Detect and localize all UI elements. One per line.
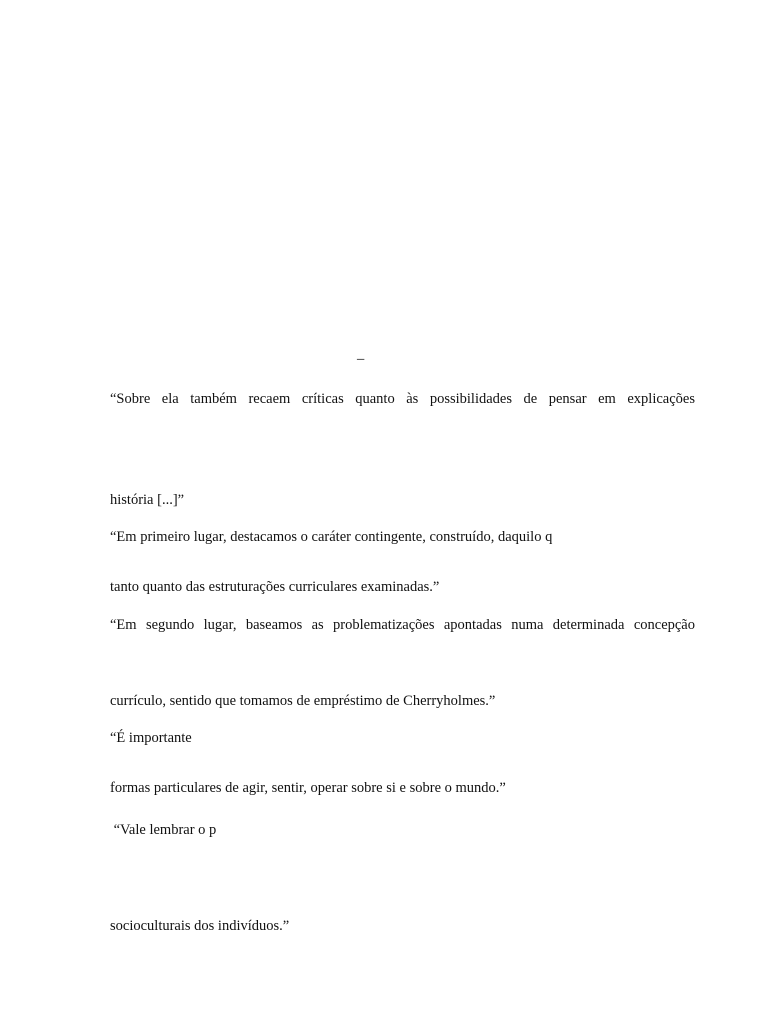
text-line-1: “Sobre ela também recaem críticas quanto às possibilidades de pensar em explicações [110, 391, 695, 407]
text-line-8: formas particulares de agir, sentir, operar sobre si e sobre o mundo.” [110, 780, 506, 796]
text-line-10: socioculturais dos indivíduos.” [110, 918, 290, 934]
dash-mark: – [357, 351, 365, 367]
text-line-9: “Vale lembrar o p [110, 822, 217, 838]
text-line-6: currículo, sentido que tomamos de empréstimo de Cherryholmes.” [110, 693, 496, 709]
text-line-5: “Em segundo lugar, baseamos as problematizações apontadas numa determinada concepção [110, 617, 695, 633]
text-line-7: “É importante [110, 730, 192, 746]
text-line-4: tanto quanto das estruturações curriculares examinadas.” [110, 579, 440, 595]
text-line-3: “Em primeiro lugar, destacamos o caráter contingente, construído, daquilo q [110, 529, 553, 545]
text-line-2: história [...]” [110, 492, 185, 508]
